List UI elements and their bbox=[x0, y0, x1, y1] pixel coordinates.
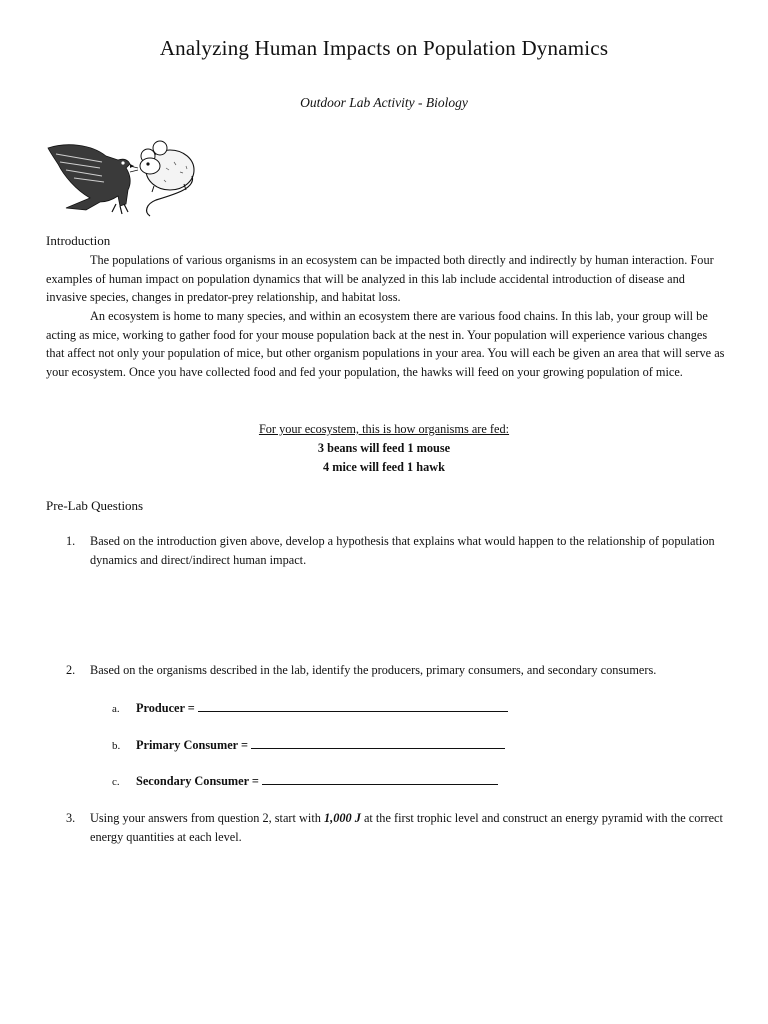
prelab-heading: Pre-Lab Questions bbox=[46, 498, 144, 513]
feeding-rule-mouse: 3 beans will feed 1 mouse bbox=[317, 441, 451, 455]
producer-label: Producer = bbox=[136, 701, 195, 715]
page-subtitle: Outdoor Lab Activity - Biology bbox=[300, 95, 468, 110]
illustration bbox=[46, 138, 202, 218]
primary-consumer-letter: b. bbox=[112, 740, 121, 752]
secondary-consumer-answer-line[interactable] bbox=[262, 773, 498, 785]
producer-item bbox=[112, 699, 508, 719]
question-3-number: 3. bbox=[66, 811, 76, 825]
question-2 bbox=[66, 661, 736, 680]
mouse-icon bbox=[130, 141, 194, 216]
question-3-pre: Using your answers from question 2, start with bbox=[90, 811, 321, 825]
question-2-number: 2. bbox=[66, 663, 76, 677]
question-2-text: Based on the organisms described in the lab, identify the producers, primary consumers, and secondary consumers. bbox=[90, 663, 657, 677]
question-3-post: at the first trophic level and construct an energy pyramid with the correct energy quantities at each level. bbox=[90, 811, 723, 844]
intro-heading: Introduction bbox=[46, 233, 111, 248]
question-1-text: Based on the introduction given above, develop a hypothesis that explains what would happen to the relationship of population dynamics and direct/indirect human impact. bbox=[90, 534, 715, 567]
question-1-number: 1. bbox=[66, 534, 76, 548]
feeding-rules bbox=[0, 420, 768, 477]
feeding-header: For your ecosystem, this is how organisms are fed: bbox=[258, 422, 510, 436]
secondary-consumer-label: Secondary Consumer = bbox=[136, 774, 259, 788]
primary-consumer-label: Primary Consumer = bbox=[136, 738, 248, 752]
producer-letter: a. bbox=[112, 703, 120, 715]
intro-paragraph-1-text: The populations of various organisms in an ecosystem can be impacted both directly and indirectly by human interaction. Four examples of human impact on population dynamics that will be analyzed in this lab include accidental introduction of disease and invasive species, changes in predator-prey relationship, and habitat loss. bbox=[46, 253, 714, 305]
intro-paragraph-2-text: An ecosystem is home to many species, and within an ecosystem there are various food chains. In this lab, your group will be acting as mice, working to gather food for your mouse population back at the nest in. Your population will experience various changes that affect not only your population of mice, but other organism populations in your area. You will each be given an area that will serve as your ecosystem. Once you have collected food and fed your population, the hawks will feed on your growing population of mice. bbox=[46, 309, 725, 379]
intro-paragraph-2 bbox=[46, 307, 726, 381]
intro-paragraph-1 bbox=[46, 251, 726, 307]
page-title: Analyzing Human Impacts on Population Dynamics bbox=[159, 36, 609, 60]
question-3 bbox=[66, 809, 736, 847]
producer-answer-line[interactable] bbox=[198, 700, 508, 712]
secondary-consumer-item bbox=[112, 772, 498, 792]
hawk-icon bbox=[48, 145, 134, 214]
secondary-consumer-letter: c. bbox=[112, 776, 120, 788]
primary-consumer-item bbox=[112, 736, 505, 756]
primary-consumer-answer-line[interactable] bbox=[251, 737, 505, 749]
question-1 bbox=[66, 532, 736, 570]
feeding-rule-hawk: 4 mice will feed 1 hawk bbox=[323, 460, 445, 474]
question-3-energy: 1,000 J bbox=[323, 811, 361, 825]
question-3-text bbox=[90, 809, 736, 847]
